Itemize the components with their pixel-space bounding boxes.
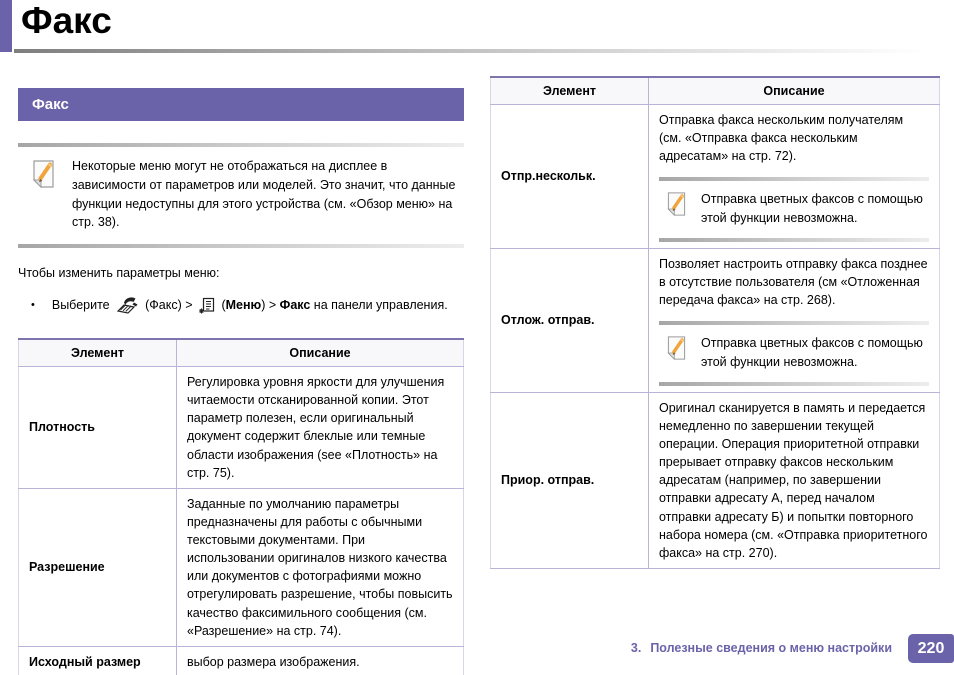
page-title: Факс (21, 0, 112, 41)
note-text: Некоторые меню могут не отображаться на дисплее в зависимости от параметров или моделей. Это значит, что данные функции недоступны для этого устройства (см. «Обзор меню» на стр. 38). (72, 159, 456, 230)
note-box (18, 143, 464, 248)
bullet-text-2: (Факс) > (145, 298, 196, 312)
column-header-description: Описание (177, 339, 464, 367)
note-text: Отправка цветных факсов с помощью этой функции невозможна. (701, 336, 923, 369)
title-divider (14, 49, 954, 53)
description-cell: Регулировка уровня яркости для улучшения читаемости отсканированной копии. Этот параметр полезен, если оригинальный документ содержит блеклые или темные области изображения (see «Плотность» на стр. 75). (177, 367, 464, 489)
description-cell: Оригинал сканируется в память и передается немедленно по завершении текущей операции. Операция приоритетной отправки прерывает отправку факсов нескольким адресатам (например, по завершении отправки адресату А, перед началом отправки адресату Б) и попытки повторного набора номера (см. «Отправка приоритетного факса» на стр. 270). (649, 392, 940, 568)
corner-accent-bar (0, 0, 12, 52)
table-row (491, 105, 940, 249)
left-column (18, 88, 464, 675)
bullet-text-1: Выберите (51, 298, 114, 312)
table-header-row (491, 77, 940, 105)
description-text: Отправка факса нескольким получателям (см. «Отправка факса нескольким адресатам» на стр. 72). (659, 113, 904, 164)
menu-icon (196, 297, 218, 314)
table-row (491, 248, 940, 392)
footer-chapter (631, 641, 892, 655)
section-banner (18, 88, 464, 121)
right-column (490, 76, 940, 569)
page-number-badge: 220 (908, 634, 954, 663)
section-title: Факс (32, 96, 69, 113)
note-pencil-icon (665, 335, 688, 366)
left-settings-table (18, 338, 464, 675)
fax-icon (113, 295, 145, 315)
item-cell: Отпр.нескольк. (491, 105, 649, 249)
chapter-title: Полезные сведения о меню настройки (650, 641, 892, 655)
item-cell: Приор. отправ. (491, 392, 649, 568)
note-divider-bottom (18, 244, 464, 248)
bullet-text-3: ( (218, 298, 226, 312)
column-header-description: Описание (649, 77, 940, 105)
table-row (19, 488, 464, 646)
item-cell: Отлож. отправ. (491, 248, 649, 392)
description-text: Позволяет настроить отправку факса позднее в отсутствие пользователя (см «Отложенная передача факса» на стр. 268). (659, 256, 928, 308)
page-footer (0, 632, 954, 664)
table-row (19, 367, 464, 489)
lead-text: Чтобы изменить параметры меню: (18, 266, 220, 280)
item-cell: Исходный размер (19, 646, 177, 675)
description-cell (649, 248, 940, 392)
right-settings-table (490, 76, 940, 569)
note-box (659, 177, 929, 242)
note-box (659, 321, 929, 386)
chapter-number: 3. (630, 641, 642, 655)
bullet-text-5: на панели управления. (310, 298, 448, 312)
description-cell (649, 105, 940, 249)
column-header-element: Элемент (491, 77, 649, 105)
bullet-item (18, 295, 464, 315)
item-cell: Плотность (19, 367, 177, 489)
note-pencil-icon (30, 159, 57, 194)
column-header-element: Элемент (19, 339, 177, 367)
bullet-menu-bold: Меню (225, 298, 262, 312)
note-divider-bottom (659, 382, 929, 386)
note-divider-bottom (659, 238, 929, 242)
item-cell: Разрешение (19, 488, 177, 646)
description-cell: выбор размера изображения. (177, 646, 464, 675)
note-pencil-icon (665, 191, 688, 222)
bullet-marker: • (31, 299, 35, 311)
description-cell: Заданные по умолчанию параметры предназначены для работы с обычными текстовыми документами. При использовании оригиналов низкого качества или документов с фотографиями можно отрегулировать разрешение, чтобы повысить качество факсимильного сообщения (см. «Разрешение» на стр. 74). (177, 488, 464, 646)
note-text: Отправка цветных факсов с помощью этой функции невозможна. (701, 192, 923, 226)
bullet-fax-bold: Факс (279, 298, 311, 312)
table-header-row (19, 339, 464, 367)
bullet-text-4: ) > (261, 298, 280, 312)
table-row (491, 392, 940, 568)
